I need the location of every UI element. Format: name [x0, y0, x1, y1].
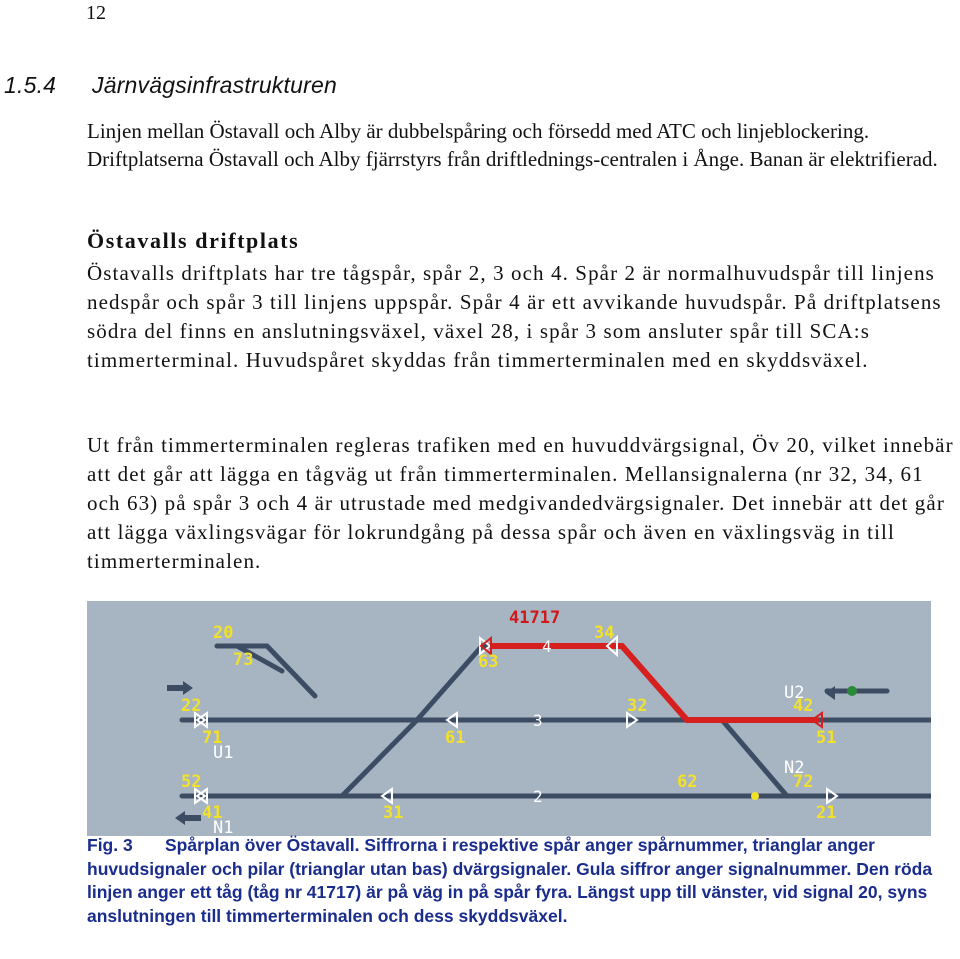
signal-42-aspect-icon — [847, 686, 857, 696]
signal-number-42: 42 — [793, 696, 814, 716]
track-diagram — [87, 601, 931, 836]
page-number: 12 — [86, 2, 106, 24]
signal-number-63: 63 — [478, 652, 499, 672]
signal-number-41: 41 — [202, 803, 223, 823]
paragraph-signal-description: Ut från timmerterminalen regleras trafiken med en huvuddvärgsignal, Öv 20, vilket innebär att det går att lägga en tågväg ut från timmerterminalen. Mellansignalerna (nr 32, 34, 61 och 63) på spår 3 och 4 är utrustade med medgivandedvärgsignaler. Det innebär att det går att lägga växlingsvägar för lokrundgång på dessa spår och även en växlingsväg in till timmerterminalen. — [87, 433, 954, 573]
signal-number-71: 71 — [202, 728, 223, 748]
signal-number-20: 20 — [213, 623, 234, 643]
line-label-u1: U1 — [213, 743, 234, 763]
section-title: Järnvägsinfrastrukturen — [92, 72, 337, 98]
arrow-left-shaft-icon — [185, 815, 201, 821]
signal-number-21: 21 — [816, 803, 837, 823]
signal-number-51: 51 — [816, 728, 837, 748]
signal-number-52: 52 — [181, 772, 202, 792]
line-label-u2: U2 — [784, 683, 805, 703]
track-number-4: 4 — [542, 637, 552, 656]
signal-number-32: 32 — [627, 696, 648, 716]
arrow-right-shaft-icon — [167, 685, 183, 691]
line-label-n2: N2 — [784, 758, 805, 778]
line-label-n1: N1 — [213, 818, 234, 836]
section-heading — [0, 72, 337, 99]
figure-caption-text: Spårplan över Östavall. Siffrorna i respektive spår anger spårnummer, trianglar anger huvudsignaler och pilar (trianglar utan bas) dvärgsignaler. Gula siffror anger signalnummer. Den röda linjen anger ett tåg (tåg nr 41717) är på väg in på spår fyra. Längst upp till vänster, vid signal 20, syns anslutningen till timmerterminalen och dess skyddsväxel. — [87, 835, 933, 926]
signal-number-31: 31 — [383, 803, 404, 823]
signal-number-22: 22 — [181, 696, 202, 716]
signal-number-72: 72 — [793, 772, 814, 792]
section-number: 1.5.4 — [4, 72, 57, 98]
signal-number-34: 34 — [594, 623, 615, 643]
subsection-title: Östavalls driftplats — [87, 228, 300, 253]
signal-number-61: 61 — [445, 728, 466, 748]
intro-paragraph: Linjen mellan Östavall och Alby är dubbelspåring och försedd med ATC och linjeblockering. Driftplatserna Östavall och Alby fjärrstyrs från driftlednings-centralen i Ånge. Banan är elektrifierad. — [87, 119, 938, 171]
track-number-3: 3 — [533, 711, 543, 730]
signal-number-73: 73 — [233, 650, 254, 670]
signal-number-62: 62 — [677, 772, 698, 792]
figure-caption — [87, 834, 953, 928]
train-number-label: 41717 — [509, 608, 561, 628]
paragraph-track-description: Östavalls driftplats har tre tågspår, spår 2, 3 och 4. Spår 2 är normalhuvudspår till linjens nedspår och spår 3 till linjens uppspår. Spår 4 är ett avvikande huvudspår. På driftplatsens södra del finns en anslutningsväxel, växel 28, i spår 3 som ansluter spår till SCA:s timmerterminal. Huvudspåret skyddas från timmerterminalen med en skyddsväxel. — [87, 261, 942, 372]
figure-label: Fig. 3 — [87, 835, 133, 855]
track-number-2: 2 — [533, 787, 543, 806]
switch-indicator-icon — [751, 792, 759, 800]
